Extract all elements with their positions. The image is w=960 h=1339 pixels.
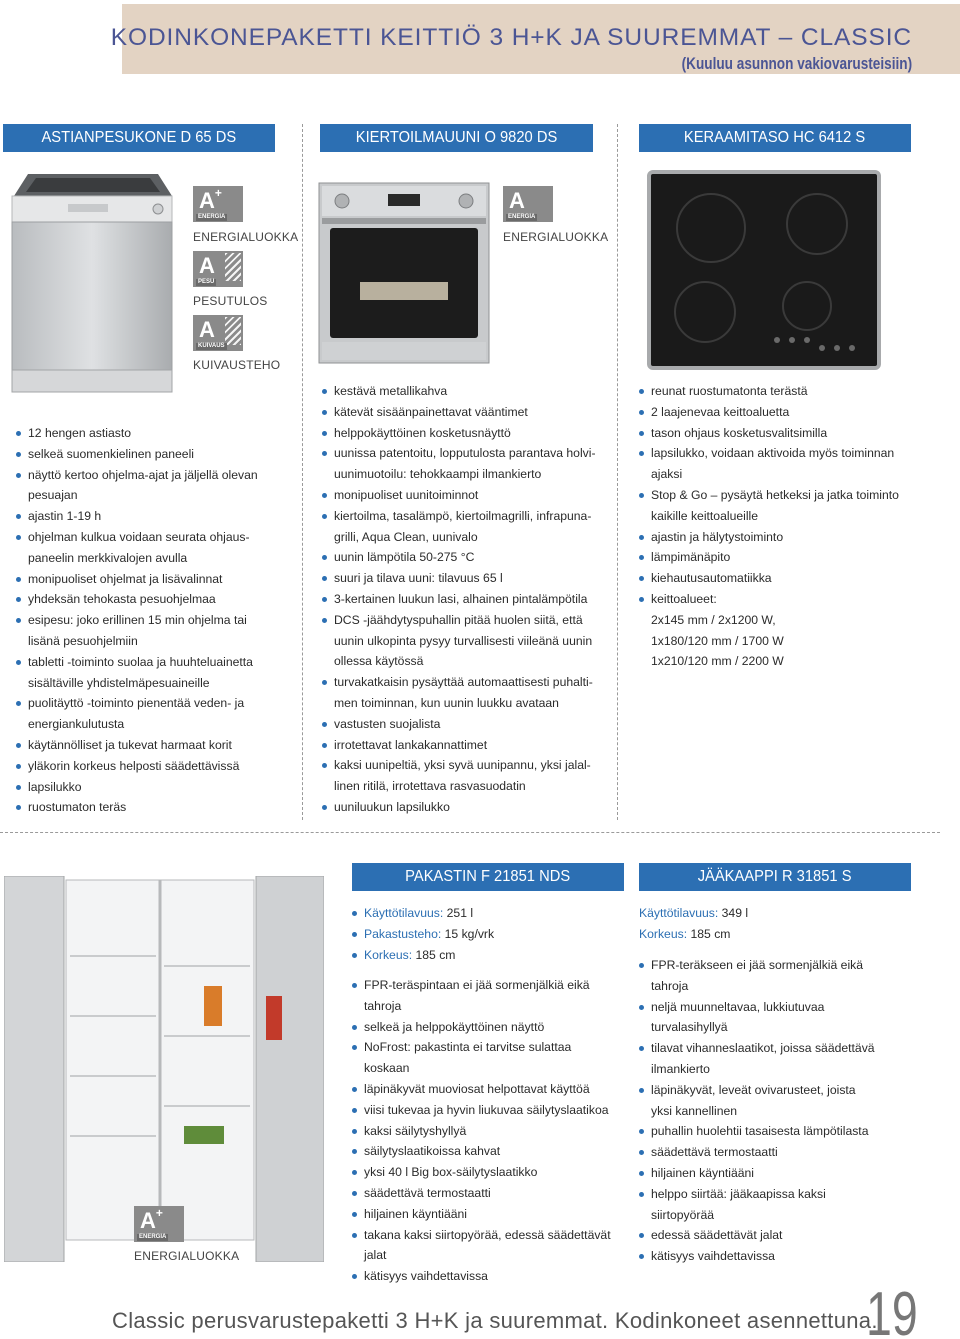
- feature-item: yksi kannellinen: [651, 1103, 738, 1118]
- feature-item: esipesu: joko erillinen 15 min ohjelma tai: [16, 610, 258, 631]
- page-title: KODINKONEPAKETTI KEITTIÖ 3 H+K JA SUUREMMAT – CLASSIC: [110, 24, 912, 51]
- spec-item: [639, 903, 748, 924]
- feature-item: läpinäkyvät muoviosat helpottavat käyttöä: [352, 1079, 611, 1100]
- feature-item: ruostumaton teräs: [16, 797, 258, 818]
- column-divider: [302, 124, 303, 820]
- feature-item: tahroja: [364, 998, 402, 1013]
- spec-item: [352, 924, 494, 945]
- dishwasher-photo: [8, 168, 176, 394]
- spec-item: [352, 903, 494, 924]
- spec-label: Pakastusteho:: [364, 926, 442, 941]
- feature-item: linen ritilä, irrotettava rasvasuodatin: [334, 779, 526, 794]
- feature-item: Stop & Go – pysäytä hetkeksi ja jatka toiminto: [639, 485, 899, 506]
- drying-efficiency-label: KUIVAUSTEHO: [193, 358, 281, 372]
- spec-value: 251 l: [443, 906, 474, 920]
- feature-item: neljä muunneltavaa, lukkiutuvaa: [639, 997, 875, 1018]
- washing-result-icon: A PESU: [193, 251, 243, 287]
- feature-item: edessä säädettävät jalat: [639, 1225, 875, 1246]
- energy-class-icon: A+ ENERGIA: [134, 1206, 184, 1242]
- oven-feature-list: [322, 381, 596, 818]
- oven-photo: [318, 182, 490, 364]
- feature-item: 12 hengen astiasto: [16, 423, 258, 444]
- feature-item: FPR-teräspintaan ei jää sormenjälkiä eikä: [352, 975, 611, 996]
- drying-efficiency-icon: A KUIVAUS: [193, 315, 243, 351]
- feature-item: FPR-teräkseen ei jää sormenjälkiä eikä: [639, 955, 875, 976]
- feature-item: yläkorin korkeus helposti säädettävissä: [16, 756, 258, 777]
- spec-item: [352, 945, 494, 966]
- spec-value: 185 cm: [687, 926, 731, 941]
- feature-item: 1x180/120 mm / 1700 W: [651, 633, 784, 648]
- feature-item: selkeä suomenkielinen paneeli: [16, 444, 258, 465]
- feature-item: helppokäyttöinen kosketusnäyttö: [322, 423, 596, 444]
- feature-item: kiehautusautomatiikka: [639, 568, 899, 589]
- feature-item: turvakatkaisin pysäyttää automaattisesti puhalti-: [322, 672, 596, 693]
- feature-item: turvalasihyllyä: [651, 1020, 728, 1035]
- feature-item: men toiminnan, kun uunin luukku avataan: [334, 695, 559, 710]
- energy-class-label: ENERGIALUOKKA: [193, 230, 299, 244]
- feature-item: ajastin 1-19 h: [16, 506, 258, 527]
- feature-item: suuri ja tilava uuni: tilavuus 65 l: [322, 568, 596, 589]
- spec-label: Korkeus:: [364, 947, 413, 962]
- feature-item: puhallin huolehtii tasaisesta lämpötilasta: [639, 1121, 875, 1142]
- spec-item: [639, 924, 748, 945]
- feature-item: lapsilukko, voidaan aktivoida myös toiminnan: [639, 443, 899, 464]
- feature-item: DCS -jäähdytyspuhallin pitää huolen siitä, että: [322, 610, 596, 631]
- footer-text: Classic perusvarustepaketti 3 H+K ja suuremmat. Kodinkoneet asennettuna.: [112, 1308, 878, 1333]
- feature-item: monipuoliset ohjelmat ja lisävalinnat: [16, 569, 258, 590]
- feature-item: uuniluukun lapsilukko: [322, 797, 596, 818]
- feature-item: kätisyys vaihdettavissa: [352, 1266, 611, 1287]
- feature-item: helppo siirtää: jääkaapissa kaksi: [639, 1184, 875, 1205]
- freezer-spec-list: [352, 903, 494, 965]
- feature-item: pesuajan: [28, 488, 78, 503]
- feature-item: 3-kertainen luukun lasi, alhainen pintalämpötila: [322, 589, 596, 610]
- feature-item: ajastin ja hälytystoiminto: [639, 527, 899, 548]
- spec-value: 15 kg/vrk: [441, 926, 495, 941]
- spec-label: Käyttötilavuus:: [364, 906, 444, 920]
- feature-item: lapsilukko: [16, 777, 258, 798]
- feature-item: kaikille keittoalueille: [651, 508, 759, 523]
- spec-value: 185 cm: [412, 947, 456, 962]
- feature-item: näyttö kertoo ohjelma-ajat ja jäljellä olevan: [16, 465, 258, 486]
- feature-item: säädettävä termostaatti: [352, 1183, 611, 1204]
- feature-item: ollessa käytössä: [334, 654, 424, 669]
- feature-item: monipuoliset uunitoiminnot: [322, 485, 596, 506]
- energy-class-label: ENERGIALUOKKA: [503, 230, 609, 244]
- washing-result-label: PESUTULOS: [193, 294, 268, 308]
- feature-item: kaksi uunipeltiä, yksi syvä uunipannu, yksi jalal-: [322, 755, 596, 776]
- fridge-spec-list: [639, 903, 748, 945]
- feature-item: uunissa patentoitu, lopputulosta parantava holvi-: [322, 443, 596, 464]
- energy-class-icon: A ENERGIA: [503, 186, 553, 222]
- feature-item: 2x145 mm / 2x1200 W,: [651, 612, 776, 627]
- feature-item: vastusten suojalista: [322, 714, 596, 735]
- feature-item: paneelin merkkivalojen avulla: [28, 550, 188, 565]
- feature-item: tilavat vihanneslaatikot, joissa säädettävä: [639, 1038, 875, 1059]
- page-header: [110, 4, 960, 74]
- feature-item: kätevät sisäänpainettavat vääntimet: [322, 402, 596, 423]
- feature-item: grilli, Aqua Clean, uunivalo: [334, 529, 478, 544]
- feature-item: säädettävä termostaatti: [639, 1142, 875, 1163]
- feature-item: 2 laajenevaa keittoaluetta: [639, 402, 899, 423]
- feature-item: yksi 40 l Big box-säilytyslaatikko: [352, 1162, 611, 1183]
- spec-value: 349 l: [718, 906, 749, 920]
- feature-item: siirtopyörää: [651, 1207, 714, 1222]
- energy-class-icon: A+ ENERGIA: [193, 186, 243, 222]
- feature-item: ohjelman kulkua voidaan seurata ohjaus-: [16, 527, 258, 548]
- hob-photo: [647, 170, 881, 370]
- feature-item: reunat ruostumatonta terästä: [639, 381, 899, 402]
- feature-item: kiertoilma, tasalämpö, kiertoilmagrilli, infrapuna-: [322, 506, 596, 527]
- feature-item: kestävä metallikahva: [322, 381, 596, 402]
- feature-item: hiljainen käyntiääni: [639, 1163, 875, 1184]
- spec-label: Käyttötilavuus:: [639, 906, 719, 920]
- fridge-title-bar: JÄÄKAAPPI R 31851 S: [639, 863, 911, 891]
- fridge-freezer-photo: [4, 876, 324, 1262]
- feature-item: energiankulutusta: [28, 717, 125, 732]
- feature-item: kätisyys vaihdettavissa: [639, 1246, 875, 1267]
- feature-item: ajaksi: [651, 467, 683, 482]
- feature-item: lämpimänäpito: [639, 547, 899, 568]
- section-divider: [0, 832, 940, 833]
- feature-item: koskaan: [364, 1061, 410, 1076]
- column-divider: [617, 124, 618, 820]
- freezer-feature-list: [352, 975, 611, 1287]
- feature-item: kaksi säilytyshyllyä: [352, 1121, 611, 1142]
- feature-item: säilytyslaatikoissa kahvat: [352, 1141, 611, 1162]
- page-number: 19: [866, 1280, 918, 1339]
- feature-item: uunin lämpötila 50-275 °C: [322, 547, 596, 568]
- feature-item: uunimuotoilu: tehokkaampi ilmankierto: [334, 467, 542, 482]
- feature-item: 1x210/120 mm / 2200 W: [651, 654, 784, 669]
- dishwasher-title-bar: ASTIANPESUKONE D 65 DS: [3, 124, 275, 152]
- dishwasher-feature-list: [16, 423, 258, 818]
- feature-item: käytännölliset ja tukevat harmaat korit: [16, 735, 258, 756]
- spec-label: Korkeus:: [639, 926, 688, 941]
- feature-item: hiljainen käyntiääni: [352, 1204, 611, 1225]
- feature-item: keittoalueet:: [639, 589, 899, 610]
- feature-item: jalat: [364, 1248, 387, 1263]
- feature-item: sisältäville yhdistelmäpesuaineille: [28, 675, 210, 690]
- feature-item: lisänä pesuohjelmiin: [28, 633, 138, 648]
- page-subtitle: (Kuuluu asunnon vakiovarusteisiin): [681, 54, 912, 73]
- freezer-title-bar: PAKASTIN F 21851 NDS: [352, 863, 624, 891]
- energy-class-label: ENERGIALUOKKA: [134, 1249, 240, 1263]
- feature-item: ilmankierto: [651, 1061, 710, 1076]
- feature-item: selkeä ja helppokäyttöinen näyttö: [352, 1017, 611, 1038]
- feature-item: irrotettavat lankakannattimet: [322, 735, 596, 756]
- feature-item: NoFrost: pakastinta ei tarvitse sulattaa: [352, 1037, 611, 1058]
- feature-item: takana kaksi siirtopyörää, edessä säädettävät: [352, 1225, 611, 1246]
- feature-item: viisi tukevaa ja hyvin liukuvaa säilytyslaatikoa: [352, 1100, 611, 1121]
- feature-item: läpinäkyvät, leveät ovivarusteet, joista: [639, 1080, 875, 1101]
- hob-title-bar: KERAAMITASO HC 6412 S: [639, 124, 911, 152]
- feature-item: puolitäyttö -toiminto pienentää veden- ja: [16, 693, 258, 714]
- oven-title-bar: KIERTOILMAUUNI O 9820 DS: [320, 124, 593, 152]
- feature-item: tahroja: [651, 978, 689, 993]
- feature-item: yhdeksän tehokasta pesuohjelmaa: [16, 589, 258, 610]
- fridge-feature-list: [639, 955, 875, 1267]
- feature-item: tason ohjaus kosketusvalitsimilla: [639, 423, 899, 444]
- feature-item: tabletti -toiminto suolaa ja huuhteluainetta: [16, 652, 258, 673]
- feature-item: uunin ulkopinta pysyy turvallisesti viileänä uunin: [334, 633, 593, 648]
- hob-feature-list: [639, 381, 899, 672]
